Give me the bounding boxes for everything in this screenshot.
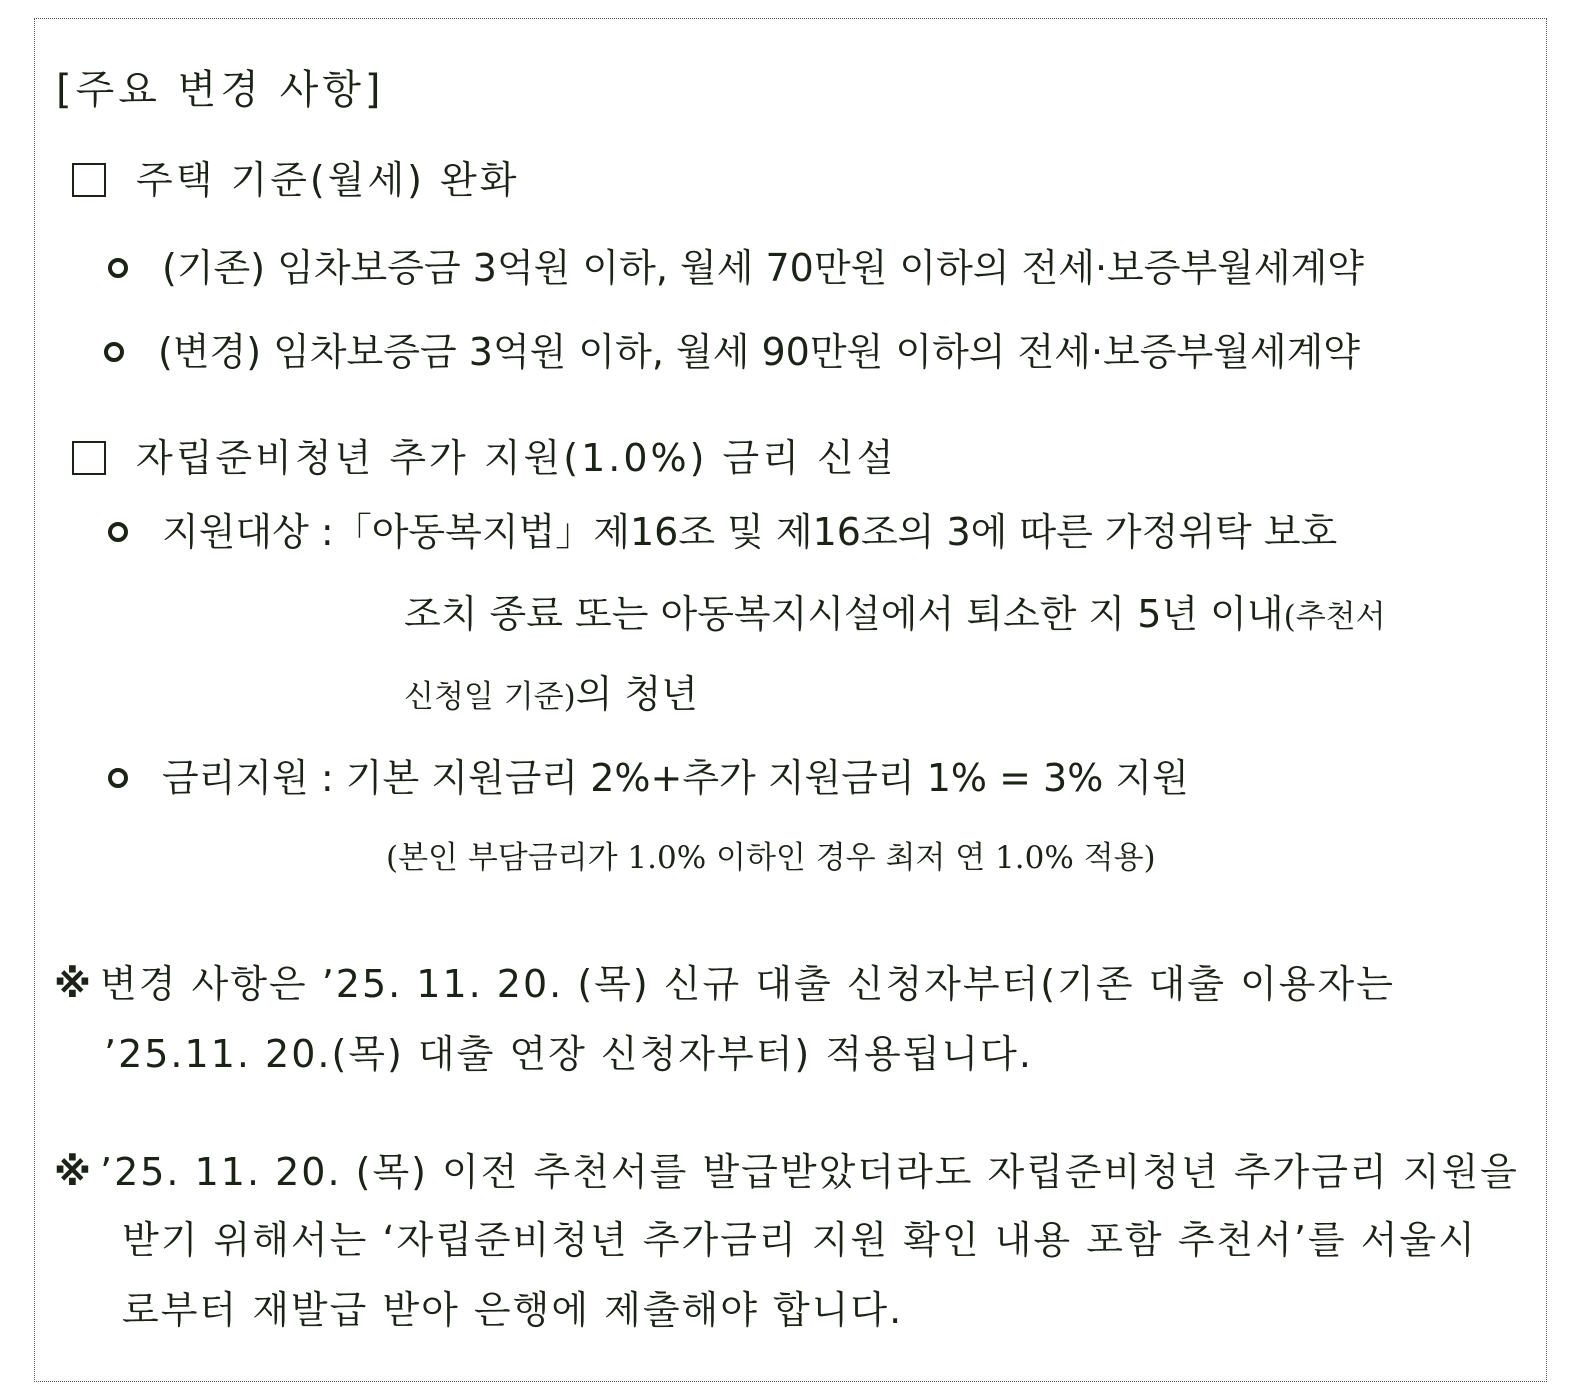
list-item-text: (기존) 임차보증금 3억원 이하, 월세 70만원 이하의 전세·보증부월세계약 [162,246,1365,290]
list-item [108,246,1364,290]
rate-note: (본인 부담금리가 1.0% 이하인 경우 최저 연 1.0% 적용) [386,840,1156,876]
target-line-2-main: 조치 종료 또는 아동복지시설에서 퇴소한 지 5년 이내 [404,592,1284,636]
target-line-3-main: 의 청년 [575,672,698,716]
circle-bullet-icon [108,258,128,278]
section-youth-support [72,436,896,480]
circle-bullet-icon [108,522,128,542]
rate-line-1: 금리지원 : 기본 지원금리 2%+추가 지원금리 1% = 3% 지원 [162,756,1189,800]
list-item-rate [108,756,1189,800]
note-text: ’25. 11. 20. (목) 이전 추천서를 발급받았더라도 자립준비청년 추가금리 지원을 [100,1150,1519,1194]
reference-mark-icon: ※ [54,1150,93,1194]
list-item-text: (변경) 임차보증금 3억원 이하, 월세 90만원 이하의 전세·보증부월세계약 [158,330,1361,374]
target-line-2-small: (추천서 [1283,599,1386,635]
note-2-line-1 [54,1150,1519,1194]
note-1-line-2: ’25.11. 20.(목) 대출 연장 신청자부터) 적용됩니다. [104,1032,1033,1076]
reference-mark-icon: ※ [54,962,93,1006]
note-1-line-1 [54,962,1395,1006]
note-text: 변경 사항은 ’25. 11. 20. (목) 신규 대출 신청자부터(기존 대출 이용자는 [100,962,1395,1006]
note-2-line-2: 받기 위해서는 ‘자립준비청년 추가금리 지원 확인 내용 포함 추천서’를 서울시 [122,1218,1477,1262]
note-2-line-3: 로부터 재발급 받아 은행에 제출해야 합니다. [122,1288,904,1332]
notice-heading: [주요 변경 사항] [56,67,385,113]
list-item-target [108,510,1337,554]
section-title: 자립준비청년 추가 지원(1.0%) 금리 신설 [136,436,897,480]
checkbox-square-icon [72,441,106,475]
circle-bullet-icon [108,768,128,788]
section-housing-criteria [72,158,519,202]
target-line-1: 지원대상 :「아동복지법」제16조 및 제16조의 3에 따른 가정위탁 보호 [162,510,1338,554]
list-item [104,330,1360,374]
section-title: 주택 기준(월세) 완화 [136,158,520,202]
target-line-3 [404,672,698,719]
circle-bullet-icon [104,342,124,362]
target-line-3-small: 신청일 기준) [404,679,576,715]
checkbox-square-icon [72,163,106,197]
target-line-2 [404,592,1386,639]
